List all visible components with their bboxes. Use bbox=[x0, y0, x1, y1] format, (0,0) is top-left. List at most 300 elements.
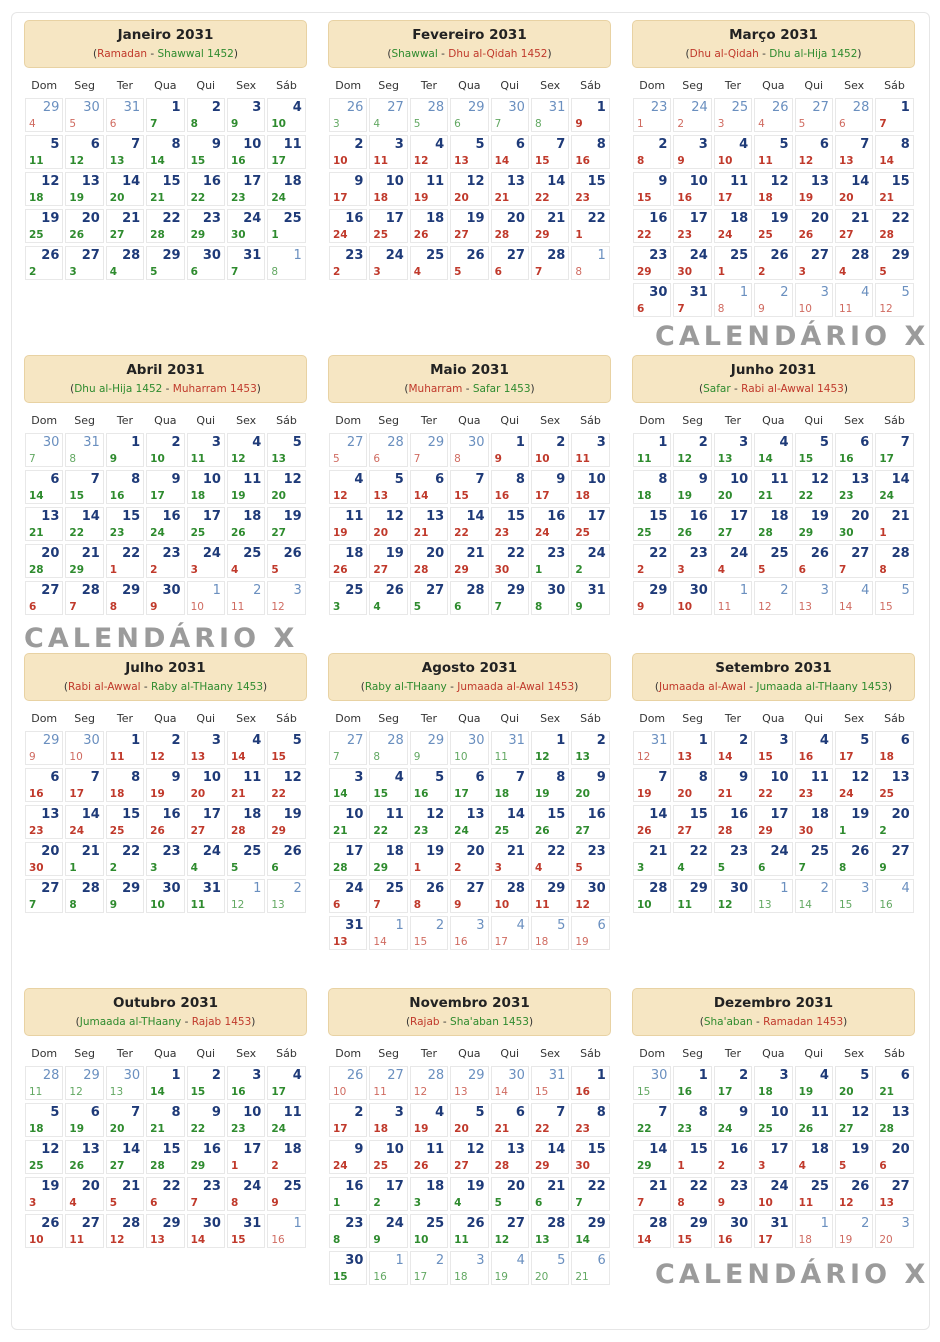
day-cell[interactable] bbox=[673, 209, 711, 243]
day-cell[interactable] bbox=[65, 1066, 103, 1100]
day-cell[interactable] bbox=[754, 544, 792, 578]
day-cell[interactable] bbox=[571, 842, 609, 876]
day-cell[interactable] bbox=[531, 544, 569, 578]
day-cell[interactable] bbox=[754, 98, 792, 132]
day-cell[interactable] bbox=[714, 433, 752, 467]
day-cell[interactable] bbox=[835, 507, 873, 541]
day-cell[interactable] bbox=[571, 209, 609, 243]
day-cell[interactable] bbox=[329, 1251, 367, 1285]
day-cell[interactable] bbox=[267, 172, 305, 206]
day-cell[interactable] bbox=[369, 731, 407, 765]
day-cell[interactable] bbox=[410, 916, 448, 950]
day-cell[interactable] bbox=[835, 731, 873, 765]
day-cell[interactable] bbox=[491, 1177, 529, 1211]
day-cell[interactable] bbox=[65, 470, 103, 504]
day-cell[interactable] bbox=[714, 283, 752, 317]
day-cell[interactable] bbox=[410, 581, 448, 615]
day-cell[interactable] bbox=[795, 768, 833, 802]
day-cell[interactable] bbox=[25, 470, 63, 504]
day-cell[interactable] bbox=[227, 731, 265, 765]
day-cell[interactable] bbox=[673, 1066, 711, 1100]
day-cell[interactable] bbox=[754, 1140, 792, 1174]
day-cell[interactable] bbox=[531, 879, 569, 913]
day-cell[interactable] bbox=[835, 246, 873, 280]
day-cell[interactable] bbox=[754, 1066, 792, 1100]
day-cell[interactable] bbox=[187, 246, 225, 280]
day-cell[interactable] bbox=[25, 1177, 63, 1211]
day-cell[interactable] bbox=[754, 805, 792, 839]
day-cell[interactable] bbox=[673, 433, 711, 467]
day-cell[interactable] bbox=[146, 731, 184, 765]
day-cell[interactable] bbox=[227, 172, 265, 206]
day-cell[interactable] bbox=[65, 879, 103, 913]
day-cell[interactable] bbox=[795, 470, 833, 504]
day-cell[interactable] bbox=[369, 1177, 407, 1211]
day-cell[interactable] bbox=[795, 1177, 833, 1211]
day-cell[interactable] bbox=[795, 283, 833, 317]
day-cell[interactable] bbox=[410, 246, 448, 280]
day-cell[interactable] bbox=[369, 433, 407, 467]
day-cell[interactable] bbox=[187, 768, 225, 802]
day-cell[interactable] bbox=[875, 1214, 913, 1248]
day-cell[interactable] bbox=[835, 581, 873, 615]
day-cell[interactable] bbox=[187, 135, 225, 169]
day-cell[interactable] bbox=[714, 1140, 752, 1174]
day-cell[interactable] bbox=[450, 544, 488, 578]
day-cell[interactable] bbox=[187, 1140, 225, 1174]
day-cell[interactable] bbox=[571, 1103, 609, 1137]
day-cell[interactable] bbox=[267, 1140, 305, 1174]
day-cell[interactable] bbox=[571, 1251, 609, 1285]
day-cell[interactable] bbox=[329, 1214, 367, 1248]
day-cell[interactable] bbox=[267, 1103, 305, 1137]
day-cell[interactable] bbox=[531, 433, 569, 467]
day-cell[interactable] bbox=[450, 581, 488, 615]
day-cell[interactable] bbox=[187, 805, 225, 839]
day-cell[interactable] bbox=[633, 1103, 671, 1137]
day-cell[interactable] bbox=[633, 507, 671, 541]
day-cell[interactable] bbox=[450, 879, 488, 913]
day-cell[interactable] bbox=[571, 98, 609, 132]
day-cell[interactable] bbox=[835, 172, 873, 206]
day-cell[interactable] bbox=[754, 172, 792, 206]
day-cell[interactable] bbox=[65, 209, 103, 243]
day-cell[interactable] bbox=[25, 879, 63, 913]
day-cell[interactable] bbox=[673, 1177, 711, 1211]
day-cell[interactable] bbox=[633, 768, 671, 802]
day-cell[interactable] bbox=[633, 731, 671, 765]
day-cell[interactable] bbox=[491, 172, 529, 206]
day-cell[interactable] bbox=[531, 135, 569, 169]
day-cell[interactable] bbox=[673, 470, 711, 504]
day-cell[interactable] bbox=[835, 209, 873, 243]
day-cell[interactable] bbox=[65, 98, 103, 132]
day-cell[interactable] bbox=[267, 1177, 305, 1211]
day-cell[interactable] bbox=[146, 507, 184, 541]
day-cell[interactable] bbox=[571, 470, 609, 504]
day-cell[interactable] bbox=[795, 507, 833, 541]
day-cell[interactable] bbox=[329, 172, 367, 206]
day-cell[interactable] bbox=[754, 209, 792, 243]
day-cell[interactable] bbox=[227, 507, 265, 541]
day-cell[interactable] bbox=[795, 246, 833, 280]
day-cell[interactable] bbox=[410, 507, 448, 541]
day-cell[interactable] bbox=[65, 1177, 103, 1211]
day-cell[interactable] bbox=[450, 1177, 488, 1211]
day-cell[interactable] bbox=[106, 879, 144, 913]
day-cell[interactable] bbox=[410, 805, 448, 839]
day-cell[interactable] bbox=[25, 1140, 63, 1174]
day-cell[interactable] bbox=[491, 916, 529, 950]
day-cell[interactable] bbox=[875, 209, 913, 243]
day-cell[interactable] bbox=[65, 433, 103, 467]
day-cell[interactable] bbox=[410, 879, 448, 913]
day-cell[interactable] bbox=[65, 731, 103, 765]
day-cell[interactable] bbox=[491, 879, 529, 913]
day-cell[interactable] bbox=[633, 433, 671, 467]
day-cell[interactable] bbox=[329, 768, 367, 802]
day-cell[interactable] bbox=[835, 135, 873, 169]
day-cell[interactable] bbox=[267, 544, 305, 578]
day-cell[interactable] bbox=[714, 98, 752, 132]
day-cell[interactable] bbox=[146, 209, 184, 243]
day-cell[interactable] bbox=[146, 98, 184, 132]
day-cell[interactable] bbox=[795, 98, 833, 132]
day-cell[interactable] bbox=[633, 98, 671, 132]
day-cell[interactable] bbox=[267, 842, 305, 876]
day-cell[interactable] bbox=[329, 470, 367, 504]
day-cell[interactable] bbox=[491, 246, 529, 280]
day-cell[interactable] bbox=[673, 98, 711, 132]
day-cell[interactable] bbox=[673, 135, 711, 169]
day-cell[interactable] bbox=[450, 172, 488, 206]
day-cell[interactable] bbox=[369, 581, 407, 615]
day-cell[interactable] bbox=[875, 246, 913, 280]
day-cell[interactable] bbox=[673, 581, 711, 615]
day-cell[interactable] bbox=[65, 135, 103, 169]
day-cell[interactable] bbox=[187, 879, 225, 913]
day-cell[interactable] bbox=[410, 731, 448, 765]
day-cell[interactable] bbox=[714, 1214, 752, 1248]
day-cell[interactable] bbox=[25, 544, 63, 578]
day-cell[interactable] bbox=[227, 1066, 265, 1100]
day-cell[interactable] bbox=[106, 246, 144, 280]
day-cell[interactable] bbox=[410, 98, 448, 132]
day-cell[interactable] bbox=[835, 879, 873, 913]
day-cell[interactable] bbox=[227, 209, 265, 243]
day-cell[interactable] bbox=[329, 544, 367, 578]
day-cell[interactable] bbox=[795, 1103, 833, 1137]
day-cell[interactable] bbox=[227, 1140, 265, 1174]
day-cell[interactable] bbox=[329, 581, 367, 615]
day-cell[interactable] bbox=[875, 1103, 913, 1137]
day-cell[interactable] bbox=[571, 805, 609, 839]
day-cell[interactable] bbox=[65, 1214, 103, 1248]
day-cell[interactable] bbox=[875, 1140, 913, 1174]
day-cell[interactable] bbox=[25, 805, 63, 839]
day-cell[interactable] bbox=[450, 1214, 488, 1248]
day-cell[interactable] bbox=[875, 433, 913, 467]
day-cell[interactable] bbox=[875, 507, 913, 541]
day-cell[interactable] bbox=[531, 731, 569, 765]
day-cell[interactable] bbox=[571, 581, 609, 615]
day-cell[interactable] bbox=[875, 581, 913, 615]
day-cell[interactable] bbox=[187, 172, 225, 206]
day-cell[interactable] bbox=[106, 135, 144, 169]
day-cell[interactable] bbox=[25, 768, 63, 802]
day-cell[interactable] bbox=[106, 842, 144, 876]
day-cell[interactable] bbox=[65, 1103, 103, 1137]
day-cell[interactable] bbox=[531, 246, 569, 280]
day-cell[interactable] bbox=[875, 1177, 913, 1211]
day-cell[interactable] bbox=[754, 1103, 792, 1137]
day-cell[interactable] bbox=[835, 1140, 873, 1174]
day-cell[interactable] bbox=[267, 98, 305, 132]
day-cell[interactable] bbox=[633, 246, 671, 280]
day-cell[interactable] bbox=[633, 805, 671, 839]
day-cell[interactable] bbox=[835, 433, 873, 467]
day-cell[interactable] bbox=[146, 1177, 184, 1211]
day-cell[interactable] bbox=[227, 1103, 265, 1137]
day-cell[interactable] bbox=[571, 246, 609, 280]
day-cell[interactable] bbox=[491, 768, 529, 802]
day-cell[interactable] bbox=[410, 1177, 448, 1211]
day-cell[interactable] bbox=[754, 246, 792, 280]
day-cell[interactable] bbox=[25, 1214, 63, 1248]
day-cell[interactable] bbox=[450, 768, 488, 802]
day-cell[interactable] bbox=[571, 135, 609, 169]
day-cell[interactable] bbox=[65, 544, 103, 578]
day-cell[interactable] bbox=[491, 470, 529, 504]
day-cell[interactable] bbox=[531, 1140, 569, 1174]
day-cell[interactable] bbox=[106, 805, 144, 839]
day-cell[interactable] bbox=[410, 842, 448, 876]
day-cell[interactable] bbox=[571, 731, 609, 765]
day-cell[interactable] bbox=[633, 581, 671, 615]
day-cell[interactable] bbox=[146, 879, 184, 913]
day-cell[interactable] bbox=[106, 1140, 144, 1174]
day-cell[interactable] bbox=[227, 98, 265, 132]
day-cell[interactable] bbox=[633, 842, 671, 876]
day-cell[interactable] bbox=[227, 1214, 265, 1248]
day-cell[interactable] bbox=[187, 209, 225, 243]
day-cell[interactable] bbox=[673, 172, 711, 206]
day-cell[interactable] bbox=[571, 879, 609, 913]
day-cell[interactable] bbox=[410, 172, 448, 206]
day-cell[interactable] bbox=[673, 507, 711, 541]
day-cell[interactable] bbox=[410, 470, 448, 504]
day-cell[interactable] bbox=[571, 768, 609, 802]
day-cell[interactable] bbox=[633, 1177, 671, 1211]
day-cell[interactable] bbox=[491, 98, 529, 132]
day-cell[interactable] bbox=[227, 470, 265, 504]
day-cell[interactable] bbox=[633, 1214, 671, 1248]
day-cell[interactable] bbox=[65, 842, 103, 876]
day-cell[interactable] bbox=[146, 470, 184, 504]
day-cell[interactable] bbox=[267, 768, 305, 802]
day-cell[interactable] bbox=[491, 135, 529, 169]
day-cell[interactable] bbox=[673, 283, 711, 317]
day-cell[interactable] bbox=[714, 507, 752, 541]
day-cell[interactable] bbox=[835, 1214, 873, 1248]
day-cell[interactable] bbox=[531, 507, 569, 541]
day-cell[interactable] bbox=[875, 98, 913, 132]
day-cell[interactable] bbox=[875, 1066, 913, 1100]
day-cell[interactable] bbox=[835, 1066, 873, 1100]
day-cell[interactable] bbox=[187, 731, 225, 765]
day-cell[interactable] bbox=[795, 135, 833, 169]
day-cell[interactable] bbox=[106, 1103, 144, 1137]
day-cell[interactable] bbox=[227, 1177, 265, 1211]
day-cell[interactable] bbox=[267, 581, 305, 615]
day-cell[interactable] bbox=[25, 1066, 63, 1100]
day-cell[interactable] bbox=[267, 507, 305, 541]
day-cell[interactable] bbox=[410, 1140, 448, 1174]
day-cell[interactable] bbox=[835, 544, 873, 578]
day-cell[interactable] bbox=[65, 768, 103, 802]
day-cell[interactable] bbox=[329, 135, 367, 169]
day-cell[interactable] bbox=[410, 1066, 448, 1100]
day-cell[interactable] bbox=[571, 1140, 609, 1174]
day-cell[interactable] bbox=[491, 433, 529, 467]
day-cell[interactable] bbox=[329, 98, 367, 132]
day-cell[interactable] bbox=[754, 470, 792, 504]
day-cell[interactable] bbox=[329, 916, 367, 950]
day-cell[interactable] bbox=[491, 1066, 529, 1100]
day-cell[interactable] bbox=[369, 507, 407, 541]
day-cell[interactable] bbox=[673, 1103, 711, 1137]
day-cell[interactable] bbox=[450, 433, 488, 467]
day-cell[interactable] bbox=[491, 209, 529, 243]
day-cell[interactable] bbox=[714, 842, 752, 876]
day-cell[interactable] bbox=[25, 209, 63, 243]
day-cell[interactable] bbox=[714, 768, 752, 802]
day-cell[interactable] bbox=[410, 135, 448, 169]
day-cell[interactable] bbox=[329, 1140, 367, 1174]
day-cell[interactable] bbox=[227, 581, 265, 615]
day-cell[interactable] bbox=[754, 731, 792, 765]
day-cell[interactable] bbox=[450, 916, 488, 950]
day-cell[interactable] bbox=[571, 1214, 609, 1248]
day-cell[interactable] bbox=[227, 544, 265, 578]
day-cell[interactable] bbox=[491, 731, 529, 765]
day-cell[interactable] bbox=[875, 879, 913, 913]
day-cell[interactable] bbox=[106, 731, 144, 765]
day-cell[interactable] bbox=[714, 209, 752, 243]
day-cell[interactable] bbox=[714, 246, 752, 280]
day-cell[interactable] bbox=[531, 470, 569, 504]
day-cell[interactable] bbox=[491, 1214, 529, 1248]
day-cell[interactable] bbox=[450, 1251, 488, 1285]
day-cell[interactable] bbox=[795, 1066, 833, 1100]
day-cell[interactable] bbox=[491, 1140, 529, 1174]
day-cell[interactable] bbox=[491, 805, 529, 839]
day-cell[interactable] bbox=[146, 581, 184, 615]
day-cell[interactable] bbox=[875, 135, 913, 169]
day-cell[interactable] bbox=[146, 246, 184, 280]
day-cell[interactable] bbox=[795, 879, 833, 913]
day-cell[interactable] bbox=[450, 731, 488, 765]
day-cell[interactable] bbox=[633, 544, 671, 578]
day-cell[interactable] bbox=[369, 544, 407, 578]
day-cell[interactable] bbox=[65, 805, 103, 839]
day-cell[interactable] bbox=[65, 507, 103, 541]
day-cell[interactable] bbox=[369, 879, 407, 913]
day-cell[interactable] bbox=[450, 209, 488, 243]
day-cell[interactable] bbox=[673, 805, 711, 839]
day-cell[interactable] bbox=[227, 842, 265, 876]
day-cell[interactable] bbox=[795, 731, 833, 765]
day-cell[interactable] bbox=[531, 768, 569, 802]
day-cell[interactable] bbox=[714, 1066, 752, 1100]
day-cell[interactable] bbox=[531, 581, 569, 615]
day-cell[interactable] bbox=[25, 1103, 63, 1137]
day-cell[interactable] bbox=[369, 805, 407, 839]
day-cell[interactable] bbox=[571, 1177, 609, 1211]
day-cell[interactable] bbox=[187, 470, 225, 504]
day-cell[interactable] bbox=[673, 1214, 711, 1248]
day-cell[interactable] bbox=[25, 731, 63, 765]
day-cell[interactable] bbox=[410, 544, 448, 578]
day-cell[interactable] bbox=[106, 172, 144, 206]
day-cell[interactable] bbox=[267, 1214, 305, 1248]
day-cell[interactable] bbox=[450, 1140, 488, 1174]
day-cell[interactable] bbox=[754, 135, 792, 169]
day-cell[interactable] bbox=[795, 544, 833, 578]
day-cell[interactable] bbox=[835, 1177, 873, 1211]
day-cell[interactable] bbox=[106, 433, 144, 467]
day-cell[interactable] bbox=[106, 209, 144, 243]
day-cell[interactable] bbox=[65, 1140, 103, 1174]
day-cell[interactable] bbox=[187, 842, 225, 876]
day-cell[interactable] bbox=[25, 433, 63, 467]
day-cell[interactable] bbox=[835, 283, 873, 317]
day-cell[interactable] bbox=[146, 544, 184, 578]
day-cell[interactable] bbox=[369, 1066, 407, 1100]
day-cell[interactable] bbox=[227, 879, 265, 913]
day-cell[interactable] bbox=[329, 805, 367, 839]
day-cell[interactable] bbox=[754, 1177, 792, 1211]
day-cell[interactable] bbox=[835, 842, 873, 876]
day-cell[interactable] bbox=[835, 768, 873, 802]
day-cell[interactable] bbox=[795, 805, 833, 839]
day-cell[interactable] bbox=[227, 246, 265, 280]
day-cell[interactable] bbox=[329, 209, 367, 243]
day-cell[interactable] bbox=[146, 172, 184, 206]
day-cell[interactable] bbox=[875, 544, 913, 578]
day-cell[interactable] bbox=[146, 1140, 184, 1174]
day-cell[interactable] bbox=[795, 1140, 833, 1174]
day-cell[interactable] bbox=[146, 135, 184, 169]
day-cell[interactable] bbox=[714, 135, 752, 169]
day-cell[interactable] bbox=[714, 544, 752, 578]
day-cell[interactable] bbox=[369, 768, 407, 802]
day-cell[interactable] bbox=[531, 209, 569, 243]
day-cell[interactable] bbox=[410, 209, 448, 243]
day-cell[interactable] bbox=[491, 1251, 529, 1285]
day-cell[interactable] bbox=[187, 1214, 225, 1248]
day-cell[interactable] bbox=[25, 842, 63, 876]
day-cell[interactable] bbox=[450, 842, 488, 876]
day-cell[interactable] bbox=[187, 1103, 225, 1137]
day-cell[interactable] bbox=[835, 98, 873, 132]
day-cell[interactable] bbox=[369, 842, 407, 876]
day-cell[interactable] bbox=[875, 731, 913, 765]
day-cell[interactable] bbox=[531, 1214, 569, 1248]
day-cell[interactable] bbox=[369, 1140, 407, 1174]
day-cell[interactable] bbox=[227, 768, 265, 802]
day-cell[interactable] bbox=[795, 1214, 833, 1248]
